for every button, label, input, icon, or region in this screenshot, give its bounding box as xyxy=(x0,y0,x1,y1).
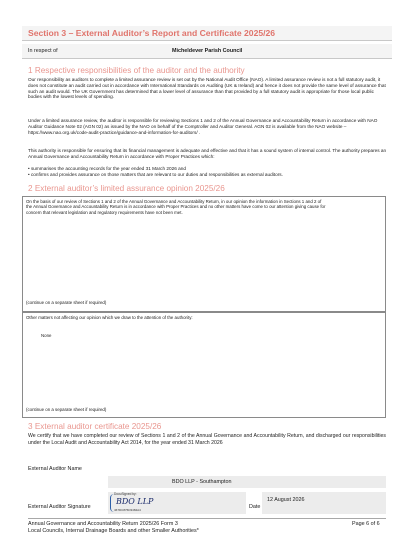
title-bar xyxy=(22,26,392,41)
footer-form: Annual Governance and Accountability Return 2025/26 Form 3 xyxy=(28,521,178,527)
certificate-text: We certify that we have completed our review of Sections 1 and 2 of the Annual Governance and Accountability Return, and discharged our responsibilities under the Local Audit and Accountability Act 2014, for the year ended 31 March 2026 xyxy=(28,433,386,446)
footer-divider xyxy=(28,518,386,519)
other-matters-label: Other matters not affecting our opinion which we draw to the attention of the authority: xyxy=(26,315,193,320)
auditor-name-value: BDO LLP - Southampton xyxy=(172,479,232,485)
signature-label: External Auditor Signature xyxy=(28,504,91,510)
signature-id: 467DC876D3484A4 xyxy=(114,508,141,512)
docusigned-label: DocuSigned by: xyxy=(114,492,137,496)
signature-image: BDO LLP xyxy=(116,497,154,506)
section1-paragraph1: Our responsibility as auditors to complete a limited assurance review is set out by the National Audit Office (NAO). A limited assurance review is not a full statutory audit, it does not constitute an audit carried out in accordance with International Standards on Auditing (UK & Ireland) and hence it does not provide the same level of assurance that such an audit would. The UK Government has determined that a lower level of assurance than that provided by a full statutory audit is appropriate for those local public bodies with the lowest levels of spending. xyxy=(28,77,386,100)
page-title: Section 3 – External Auditor’s Report and Certificate 2025/26 xyxy=(28,28,276,38)
section1-bullets xyxy=(28,166,388,178)
opinion-box xyxy=(22,196,386,312)
section1-paragraph3: This authority is responsible for ensuring that its financial management is adequate and effective and that it has a sound system of internal control. The authority prepares an Annual Governance and Accountability Return in accordance with Proper Practices which: xyxy=(28,148,387,159)
authority-name: Micheldever Parish Council xyxy=(172,48,243,54)
opinion-text: On the basis of our review of Sections 1 and 2 of the Annual Governance and Accountability Return, in our opinion the information in Sections 1 and 2 of the Annual Governance and Accountability Return is in accordance with Proper Practices and no other matters have come to our attention giving cause for concern that relevant legislation and regulatory requirements have not been met. xyxy=(26,199,326,215)
continue-note: (continue on a separate sheet if required) xyxy=(26,300,107,305)
other-matters-value: None xyxy=(41,333,52,338)
respect-label: In respect of xyxy=(28,48,58,54)
bullet-item: • confirms and provides assurance on those matters that are relevant to our duties and responsibilities as external auditors. xyxy=(28,171,283,177)
respect-bar xyxy=(22,44,392,59)
date-value: 12 August 2026 xyxy=(267,497,305,503)
auditor-name-label: External Auditor Name xyxy=(28,466,82,472)
date-label: Date xyxy=(249,504,261,510)
section2-heading: 2 External auditor’s limited assurance opinion 2025/26 xyxy=(28,184,225,193)
bullet-item: • summarises the accounting records for the year ended 31 March 2026 and xyxy=(28,166,186,171)
continue-note: (continue on a separate sheet if required) xyxy=(26,407,107,412)
footer-authorities: Local Councils, Internal Drainage Boards and other Smaller Authorities* xyxy=(28,528,199,534)
section1-paragraph2: Under a limited assurance review, the auditor is responsible for reviewing Sections 1 and 2 of the Annual Governance and Accountability Return in accordance with NAO Auditor Guidance Note 02 (AGN 02) as issued by the NAO on behalf of the Comptroller and Auditor General. AGN 02 is available from the NAO website – https://www.nao.org.uk/code-audit-practice/guidance-and-information-for-auditors/ . xyxy=(28,118,378,135)
other-matters-box xyxy=(22,312,386,418)
page-number: Page 6 of 6 xyxy=(352,521,380,527)
section3-heading: 3 External auditor certificate 2025/26 xyxy=(28,422,162,431)
date-field xyxy=(262,492,386,514)
auditor-name-field xyxy=(108,476,386,488)
signature-field xyxy=(108,492,246,514)
section1-heading: 1 Respective responsibilities of the auditor and the authority xyxy=(28,66,245,75)
